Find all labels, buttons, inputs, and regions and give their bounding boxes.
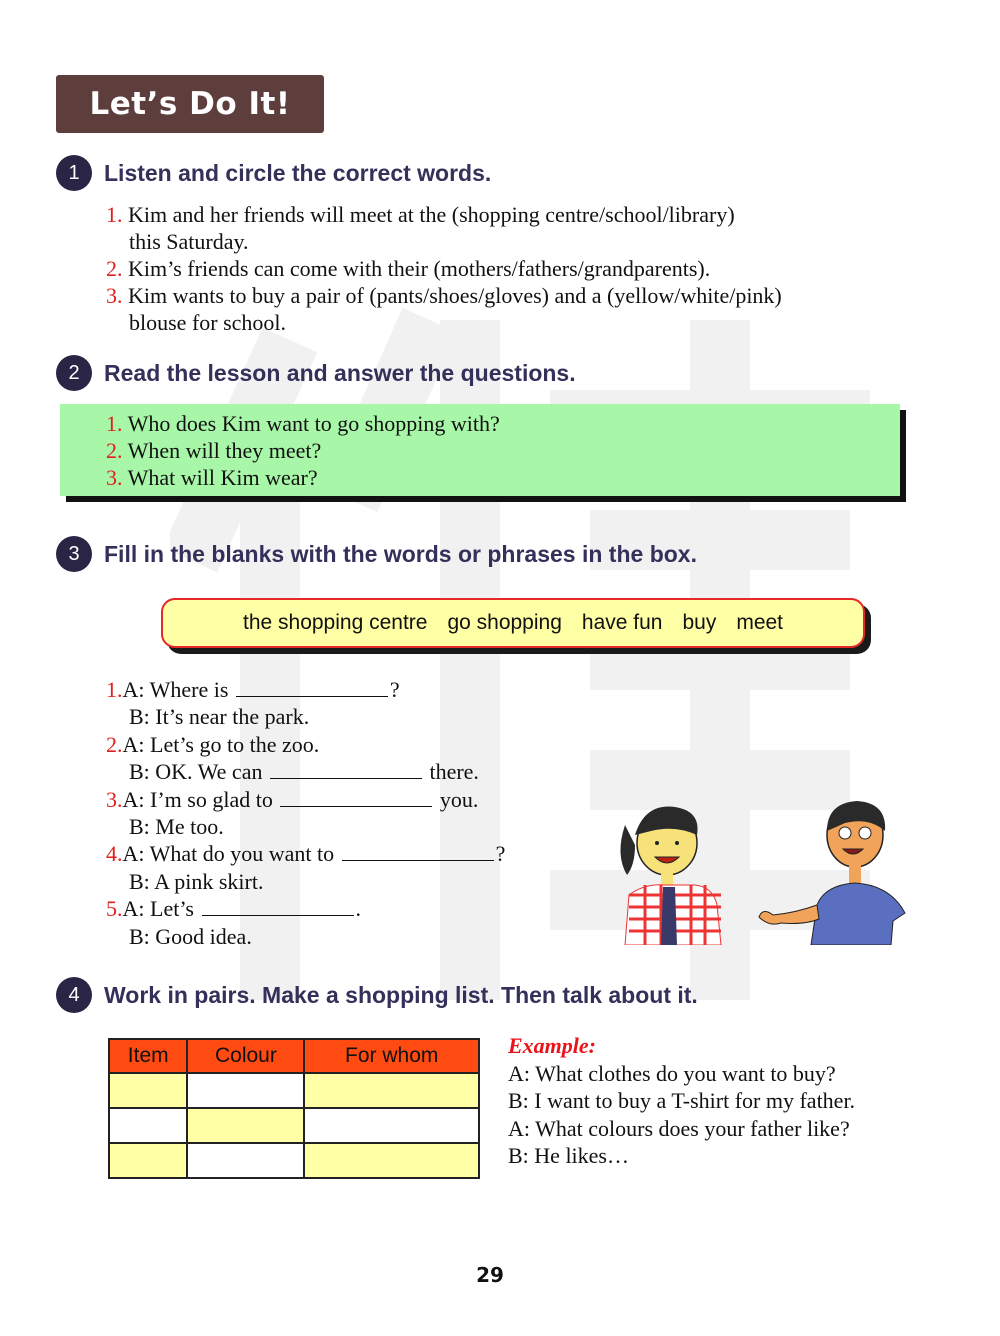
answer-blank[interactable] (202, 895, 354, 916)
table-cell[interactable] (109, 1073, 187, 1108)
section-2-list (106, 410, 500, 491)
example-label: Example: (508, 1033, 596, 1058)
table-cell[interactable] (187, 1143, 304, 1178)
table-cell[interactable] (304, 1073, 479, 1108)
section-number-badge: 2 (56, 355, 92, 391)
section-1-heading (56, 155, 491, 191)
example-line: B: I want to buy a T-shirt for my father. (508, 1088, 856, 1113)
question-item: 3. What will Kim wear? (106, 465, 318, 490)
section-number-badge: 4 (56, 977, 92, 1013)
table-header-row (109, 1039, 479, 1073)
section-3-dialogues (106, 676, 505, 950)
section-3-heading (56, 536, 697, 572)
banner-title: Let’s Do It! (89, 86, 291, 122)
table-cell[interactable] (304, 1143, 479, 1178)
dialogue-line: B: Good idea. (129, 923, 252, 949)
section-number-badge: 3 (56, 536, 92, 572)
answer-blank[interactable] (270, 758, 422, 779)
table-cell[interactable] (304, 1108, 479, 1143)
section-4-heading (56, 977, 698, 1013)
table-cell[interactable] (109, 1108, 187, 1143)
word-option: meet (736, 611, 784, 634)
list-item-continuation: blouse for school. (129, 310, 287, 335)
section-number-badge: 1 (56, 155, 92, 191)
table-cell[interactable] (187, 1108, 304, 1143)
dialogue-line: 5.A: Let’s . (106, 896, 361, 922)
girl-and-boy-illustration (605, 795, 915, 945)
table-row (109, 1143, 479, 1178)
list-item: 3. Kim wants to buy a pair of (pants/shoes/gloves) and a (yellow/white/pink) (106, 283, 782, 308)
list-item: 2. Kim’s friends can come with their (mothers/fathers/grandparents). (106, 256, 711, 281)
word-option: have fun (581, 611, 663, 634)
section-title: Work in pairs. Make a shopping list. Then talk about it. (104, 981, 698, 1008)
section-title: Fill in the blanks with the words or phrases in the box. (104, 540, 697, 567)
dialogue-line: B: OK. We can there. (129, 759, 479, 785)
table-cell[interactable] (187, 1073, 304, 1108)
dialogue-line: 4.A: What do you want to ? (106, 841, 506, 867)
example-line: A: What colours does your father like? (508, 1115, 850, 1141)
example-line: B: He likes… (508, 1143, 629, 1168)
dialogue-line: 3.A: I’m so glad to you. (106, 786, 479, 812)
section-2-heading (56, 355, 576, 391)
answer-blank[interactable] (280, 786, 432, 807)
section-title: Read the lesson and answer the questions. (104, 359, 576, 386)
table-row (109, 1073, 479, 1108)
boy-figure (759, 801, 905, 945)
section-1-list (106, 201, 782, 336)
word-option: go shopping (447, 611, 562, 634)
list-item: 1. Kim and her friends will meet at the (shopping centre/school/library) (106, 202, 735, 227)
word-option: the shopping centre (242, 611, 428, 634)
answer-blank[interactable] (342, 840, 494, 861)
column-header-for-whom: For whom (304, 1039, 479, 1073)
dialogue-line: B: Me too. (129, 814, 224, 840)
column-header-colour: Colour (187, 1039, 304, 1073)
table-cell[interactable] (109, 1143, 187, 1178)
column-header-item: Item (109, 1039, 187, 1073)
dialogue-line: B: It’s near the park. (129, 704, 310, 730)
list-item-continuation: this Saturday. (129, 229, 249, 254)
dialogue-line: 1.A: Where is ? (106, 677, 400, 702)
lets-do-it-banner (56, 75, 324, 133)
girl-figure (620, 807, 721, 945)
dialogue-line: B: A pink skirt. (129, 868, 264, 894)
question-item: 2. When will they meet? (106, 438, 322, 463)
page-number: 29 (476, 1263, 504, 1287)
section-title: Listen and circle the correct words. (104, 159, 492, 186)
question-item: 1. Who does Kim want to go shopping with? (106, 411, 500, 436)
example-dialogue (508, 1032, 855, 1170)
answer-blank[interactable] (236, 676, 388, 697)
table-row (109, 1108, 479, 1143)
word-option: buy (682, 611, 717, 634)
shopping-list-table (108, 1038, 480, 1179)
dialogue-line: 2.A: Let’s go to the zoo. (106, 731, 320, 757)
word-box (161, 598, 865, 648)
example-line: A: What clothes do you want to buy? (508, 1060, 836, 1086)
